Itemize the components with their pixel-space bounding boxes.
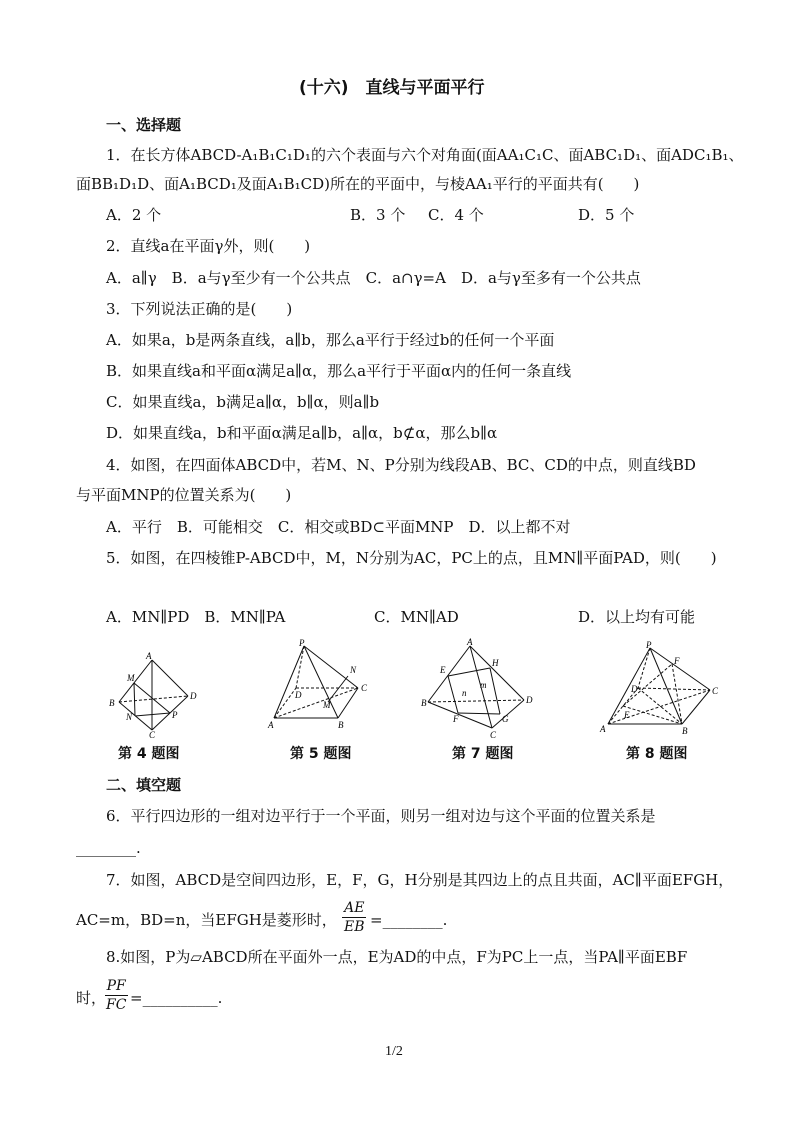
q1-option-a: A．2 个: [106, 206, 162, 224]
fig4-label-a: A: [146, 651, 152, 661]
q6-stem-line1: 6．平行四边形的一组对边平行于一个平面，则另一组对边与这个平面的位置关系是: [106, 807, 656, 825]
q2-stem: 2．直线a在平面γ外，则( ): [106, 237, 311, 255]
q7-fraction: [342, 900, 367, 935]
fig4-label-b: B: [109, 698, 115, 708]
fig7-label-n: n: [462, 688, 467, 698]
fig8-label-a: A: [600, 724, 606, 734]
q5-stem: 5．如图，在四棱锥P-ABCD中，M，N分别为AC，PC上的点，且MN∥平面PAD，则( ): [106, 549, 717, 567]
q7-stem-line2: AC=m，BD=n，当EFGH是菱形时，: [76, 911, 337, 929]
figure-q7-spatial-quadrilateral: [418, 636, 536, 740]
fig4-label-p: P: [172, 710, 178, 720]
fig7-label-m: m: [480, 680, 487, 690]
figure-q8-pyramid: [594, 638, 724, 738]
fig7-label-g: G: [502, 714, 509, 724]
fig8-label-e: E: [624, 710, 630, 720]
q1-option-b: B．3 个: [350, 206, 406, 224]
q4-options: A．平行 B．可能相交 C．相交或BD⊂平面MNP D．以上都不对: [106, 518, 571, 536]
fig5-label-b: B: [338, 720, 344, 730]
q5-option-c: C．MN∥AD: [374, 608, 459, 626]
fig5-label-n: N: [350, 665, 357, 675]
fig7-label-d: D: [526, 695, 533, 705]
q7-fraction-numerator: AE: [344, 900, 365, 916]
q8-fraction-numerator: PF: [106, 978, 126, 994]
q5-option-d: D．以上均有可能: [578, 608, 696, 626]
fig4-label-c: C: [149, 730, 156, 738]
q1-option-c: C．4 个: [428, 206, 484, 224]
page-number: 1/2: [385, 1044, 403, 1059]
q7-stem-line1: 7．如图，ABCD是空间四边形，E，F，G，H分别是其四边上的点且共面，AC∥平面EFGH，: [106, 871, 734, 889]
fig7-label-b: B: [421, 698, 427, 708]
fig8-label-c: C: [712, 686, 719, 696]
q3-option-d: D．如果直线a，b和平面α满足a∥b，a∥α，b⊄α，那么b∥α: [106, 424, 498, 442]
q8-answer-blank: =__________.: [130, 989, 223, 1007]
fig8-label-b: B: [682, 726, 688, 736]
q4-stem-line1: 4．如图，在四面体ABCD中，若M、N、P分别为线段AB、BC、CD的中点，则直线BD: [106, 456, 696, 474]
fig7-label-a: A: [467, 637, 473, 647]
q7-fraction-denominator: EB: [344, 919, 365, 935]
q5-options-ab: A．MN∥PD B．MN∥PA: [106, 608, 286, 626]
figure-caption-q5: 第 5 题图: [290, 746, 352, 762]
fig5-label-c: C: [361, 683, 368, 693]
q3-option-c: C．如果直线a，b满足a∥α，b∥α，则a∥b: [106, 393, 380, 411]
page-title: (十六) 直线与平面平行: [299, 78, 485, 98]
figure-q4-tetrahedron: [104, 646, 212, 738]
figure-q5-pyramid: [262, 638, 380, 738]
fig4-label-n: N: [126, 712, 133, 722]
q8-stem-line2: 时，: [76, 989, 107, 1007]
fig5-label-d: D: [295, 690, 302, 700]
fig7-label-e: E: [440, 665, 446, 675]
q8-stem-line1: 8.如图，P为▱ABCD所在平面外一点，E为AD的中点，F为PC上一点，当PA∥平面EBF: [106, 948, 688, 966]
q3-stem: 3．下列说法正确的是( ): [106, 300, 293, 318]
q2-options: A．a∥γ B．a与γ至少有一个公共点 C．a∩γ=A D．a与γ至多有一个公共点: [106, 269, 641, 287]
section-fill-heading: 二、填空题: [106, 776, 182, 794]
figure-caption-q7: 第 7 题图: [452, 746, 514, 762]
section-choice-heading: 一、选择题: [106, 116, 182, 134]
q3-option-b: B．如果直线a和平面α满足a∥α，那么a平行于平面α内的任何一条直线: [106, 362, 572, 380]
fig4-label-d: D: [190, 691, 197, 701]
q8-fraction: [104, 978, 128, 1013]
q3-option-a: A．如果a，b是两条直线，a∥b，那么a平行于经过b的任何一个平面: [106, 331, 555, 349]
q1-stem-line1: 1．在长方体ABCD-A₁B₁C₁D₁的六个表面与六个对角面(面AA₁C₁C、面ABC₁D₁、面ADC₁B₁、: [106, 146, 744, 164]
fig8-label-p: P: [646, 640, 652, 650]
q8-fraction-denominator: FC: [106, 997, 127, 1013]
q6-stem-line2: ________.: [76, 839, 141, 857]
q1-stem-line2: 面BB₁D₁D、面A₁BCD₁及面A₁B₁CD)所在的平面中，与棱AA₁平行的平面共有( ): [76, 175, 640, 193]
figure-caption-q4: 第 4 题图: [118, 746, 180, 762]
fig8-label-f: F: [674, 656, 680, 666]
figure-caption-q8: 第 8 题图: [626, 746, 688, 762]
q4-stem-line2: 与平面MNP的位置关系为( ): [76, 486, 292, 504]
fig8-label-d: D: [631, 684, 638, 694]
fig7-label-h: H: [492, 658, 499, 668]
fig5-label-a: A: [268, 720, 274, 730]
fig5-label-m: M: [323, 700, 331, 710]
fig7-label-c: C: [490, 730, 497, 740]
fig5-label-p: P: [299, 638, 305, 648]
fig4-label-m: M: [127, 673, 135, 683]
q1-option-d: D．5 个: [578, 206, 635, 224]
q7-answer-blank: =________.: [370, 911, 448, 929]
fig7-label-f: F: [453, 714, 459, 724]
